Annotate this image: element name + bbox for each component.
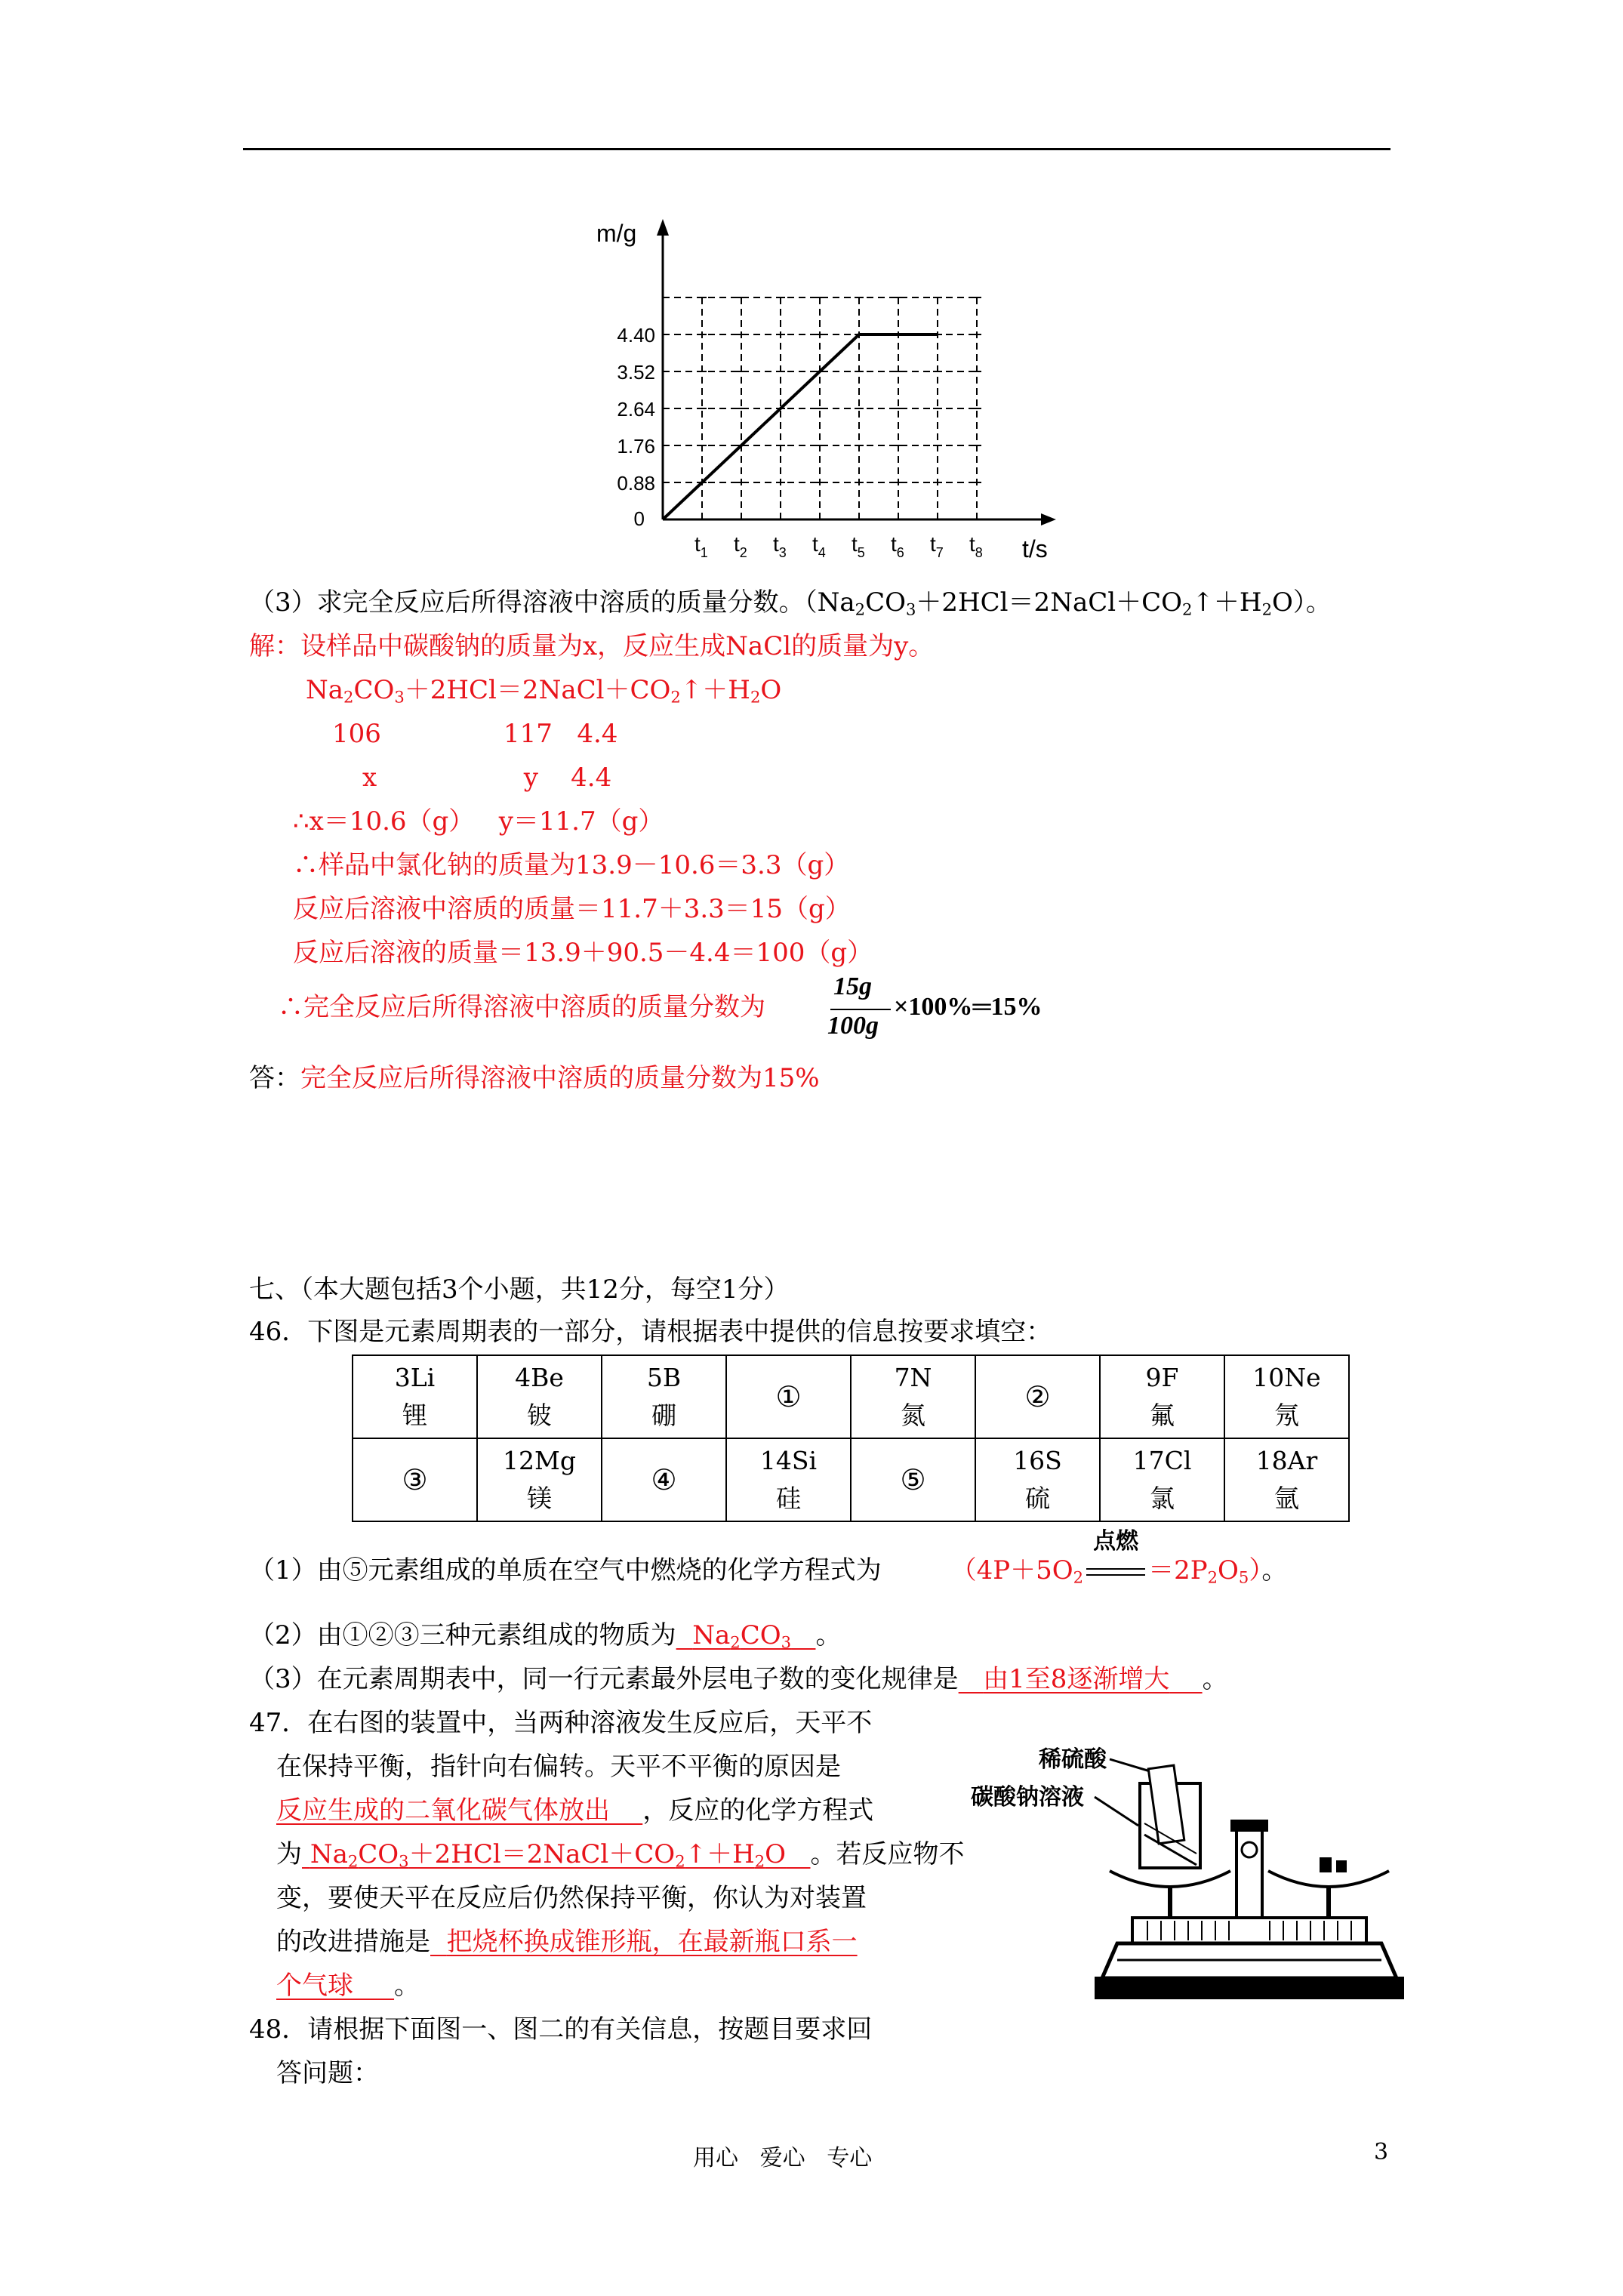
cell-blank-4: ④ <box>602 1438 726 1521</box>
fraction-denominator: 100g <box>827 1012 879 1040</box>
x-tick-label: $t_7$ <box>930 532 944 560</box>
weight-2 <box>1336 1860 1347 1872</box>
balance-beam <box>1132 1918 1366 1943</box>
cell-li: 3Li 锂 <box>353 1355 477 1438</box>
periodic-row-1 <box>353 1355 1349 1438</box>
solution-ratio-2: x y 4.4 <box>362 763 612 793</box>
series-line <box>663 334 938 519</box>
q47-line-2: 在保持平衡，指针向右偏转。天平不平衡的原因是 <box>276 1752 841 1782</box>
solution-result-3: 反应后溶液中溶质的质量＝11.7＋3.3＝15（g） <box>293 894 851 924</box>
q46-part-2-answer: $Na_2CO_3$ <box>692 1620 792 1652</box>
cell-cl: 17Cl 氯 <box>1100 1438 1224 1521</box>
question-46: 46．下图是元素周期表的一部分，请根据表中提供的信息按要求填空： <box>249 1317 1052 1347</box>
condition-label: 点燃 <box>1093 1528 1139 1555</box>
beaker <box>1140 1765 1200 1868</box>
cell-n: 7N 氮 <box>851 1355 975 1438</box>
x-tick-label: $t_3$ <box>773 532 787 560</box>
q47-line-4: 为 $Na_2CO_3+2HCl=2NaCl+CO_2↑+H_2O$ 。若反应物不 <box>276 1839 965 1871</box>
y-tick-label: 2.64 <box>617 398 655 421</box>
x-tick-label: $t_4$ <box>812 532 826 560</box>
solution-result-1: ∴x＝10.6（g） y＝11.7（g） <box>293 806 664 837</box>
left-pan <box>1110 1871 1230 1887</box>
q48-line-1: 48．请根据下面图一、图二的有关信息，按题目要求回 <box>249 2014 873 2045</box>
fraction-tail: ×100%═15% <box>894 993 1042 1021</box>
q48-line-2: 答问题： <box>276 2058 379 2088</box>
header-rule <box>243 148 1390 150</box>
x-tick-label: $t_1$ <box>694 532 708 560</box>
q46-part-3: （3）在元素周期表中，同一行元素最外层电子数的变化规律是 由1至8逐渐增大 。 <box>249 1664 1228 1694</box>
y-tick-label: 0.88 <box>617 472 655 495</box>
cell-blank-5: ⑤ <box>851 1438 975 1521</box>
solution-intro: 解：设样品中碳酸钠的质量为x，反应生成NaCl的质量为y。 <box>249 631 935 661</box>
y-tick-label: 4.40 <box>617 324 655 347</box>
cell-blank-2: ② <box>975 1355 1100 1438</box>
x-axis-arrow <box>1041 513 1056 525</box>
balance-label-solution: 碳酸钠溶液 <box>971 1785 1084 1810</box>
cell-blank-3: ③ <box>353 1438 477 1521</box>
page-number: 3 <box>1374 2139 1389 2165</box>
q46-part-1: （1）由⑤元素组成的单质在空气中燃烧的化学方程式为 （$4P+5O_2$ 点燃 $=2P_2O_5$）。 <box>249 1528 1288 1587</box>
section-7-heading: 七、（本大题包括3个小题，共12分，每空1分） <box>249 1274 790 1305</box>
balance-foot <box>1095 1977 1404 1999</box>
cell-ne: 10Ne 氖 <box>1224 1355 1349 1438</box>
x-tick-label: $t_5$ <box>852 532 865 560</box>
periodic-row-2 <box>353 1438 1349 1521</box>
weight-1 <box>1320 1857 1332 1872</box>
solution-result-4: 反应后溶液的质量＝13.9＋90.5－4.4＝100（g） <box>293 938 873 968</box>
cell-f: 9F 氟 <box>1100 1355 1224 1438</box>
q47-line-7: 个气球 。 <box>276 1971 420 2001</box>
y-tick-label: 1.76 <box>617 435 655 458</box>
q46-part-2: （2）由①②③三种元素组成的物质为 $Na_2CO_3$ 。 <box>249 1620 842 1652</box>
y-axis-label: m/g <box>596 220 637 247</box>
y-axis-arrow <box>657 219 669 236</box>
cell-be: 4Be 铍 <box>477 1355 602 1438</box>
cell-blank-1: ① <box>726 1355 851 1438</box>
cell-b: 5B 硼 <box>602 1355 726 1438</box>
origin-label: 0 <box>633 507 645 530</box>
fraction-numerator: 15g <box>833 972 872 1000</box>
solution-equation: $Na_2CO_3+2HCl=2NaCl+CO_2↑+H_2O$ <box>306 675 782 707</box>
question-3: （3）求完全反应后所得溶液中溶质的质量分数。$(Na_2CO_3+2HCl=2NaCl+CO_2↑+H_2O)$。 <box>249 587 1332 619</box>
solution-ratio-1: 106 117 4.4 <box>332 719 618 749</box>
balance-illustration <box>966 1737 1404 2008</box>
q47-line-5: 变，要使天平在反应后仍然保持平衡，你认为对装置 <box>276 1883 867 1913</box>
cell-si: 14Si 硅 <box>726 1438 851 1521</box>
right-pan <box>1268 1871 1389 1887</box>
footer-motto: 用心 爱心 专心 <box>693 2145 873 2171</box>
x-tick-label: $t_2$ <box>734 532 747 560</box>
mass-time-chart <box>589 204 1072 581</box>
cell-s: 16S 硫 <box>975 1438 1100 1521</box>
pointer-line-2 <box>1095 1797 1138 1826</box>
q47-line-1: 47．在右图的装置中，当两种溶液发生反应后，天平不 <box>249 1708 873 1738</box>
answer-line: 答：完全反应后所得溶液中溶质的质量分数为15% <box>249 1063 820 1093</box>
periodic-table-fragment <box>352 1354 1350 1522</box>
x-tick-label: $t_6$ <box>891 532 904 560</box>
q47-line-6: 的改进措施是 把烧杯换成锥形瓶，在最新瓶口系一 <box>276 1927 858 1957</box>
fraction-bar <box>830 1009 891 1010</box>
q47-line-3: 反应生成的二氧化碳气体放出 ，反应的化学方程式 <box>276 1795 874 1826</box>
x-axis-label: t/s <box>1022 535 1048 562</box>
balance-label-acid: 稀硫酸 <box>1039 1747 1107 1772</box>
solution-fraction-prefix: ∴完全反应后所得溶液中溶质的质量分数为 <box>278 992 765 1022</box>
y-tick-label: 3.52 <box>617 361 655 384</box>
solution-result-2: ∴样品中氯化钠的质量为13.9－10.6＝3.3（g） <box>293 850 850 880</box>
x-tick-label: $t_8$ <box>969 532 983 560</box>
q46-part-3-answer: 由1至8逐渐增大 <box>983 1664 1170 1694</box>
cell-mg: 12Mg 镁 <box>477 1438 602 1521</box>
cell-ar: 18Ar 氩 <box>1224 1438 1349 1521</box>
